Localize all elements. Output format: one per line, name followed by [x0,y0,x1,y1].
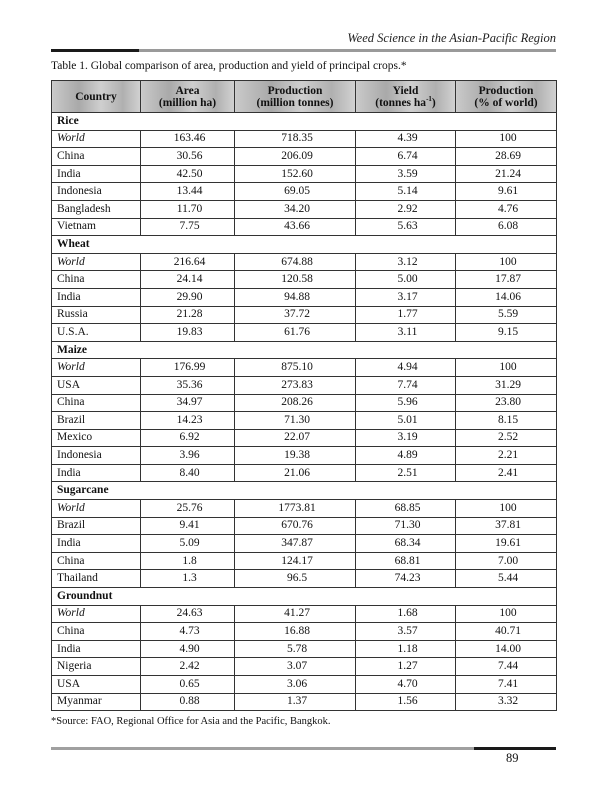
share-cell: 9.61 [456,183,557,201]
area-cell: 1.3 [141,570,235,588]
table-row [52,447,557,465]
table-row [52,658,557,676]
area-cell: 1.8 [141,552,235,570]
section-label: Groundnut [52,588,557,606]
country-cell: Mexico [52,429,141,447]
table-row [52,517,557,535]
production-cell: 22.07 [235,429,356,447]
area-cell: 176.99 [141,359,235,377]
table-row [52,306,557,324]
share-cell: 2.21 [456,447,557,465]
production-cell: 5.78 [235,640,356,658]
production-cell: 43.66 [235,218,356,236]
production-cell: 96.5 [235,570,356,588]
production-cell: 19.38 [235,447,356,465]
page-number: 89 [506,751,519,765]
yield-cell: 71.30 [356,517,456,535]
area-cell: 7.75 [141,218,235,236]
share-cell: 2.41 [456,464,557,482]
country-cell: China [52,623,141,641]
production-cell: 347.87 [235,535,356,553]
share-cell: 9.15 [456,324,557,342]
table-row [52,148,557,166]
source-note: *Source: FAO, Regional Office for Asia and the Pacific, Bangkok. [51,716,331,727]
country-cell: Myanmar [52,693,141,711]
country-cell: India [52,288,141,306]
country-cell: Brazil [52,517,141,535]
production-cell: 37.72 [235,306,356,324]
production-cell: 208.26 [235,394,356,412]
table-row [52,623,557,641]
table-row [52,570,557,588]
area-cell: 2.42 [141,658,235,676]
country-cell: India [52,165,141,183]
table-row [52,359,557,377]
table-row [52,271,557,289]
production-cell: 206.09 [235,148,356,166]
share-cell: 5.59 [456,306,557,324]
share-cell: 4.76 [456,200,557,218]
area-cell: 24.14 [141,271,235,289]
share-cell: 100 [456,130,557,148]
area-cell: 21.28 [141,306,235,324]
area-cell: 0.88 [141,693,235,711]
section-label: Maize [52,341,557,359]
share-cell: 2.52 [456,429,557,447]
bottom-rule [51,747,556,750]
country-cell: USA [52,676,141,694]
production-cell: 718.35 [235,130,356,148]
yield-cell: 5.63 [356,218,456,236]
country-cell: Russia [52,306,141,324]
section-row [52,341,557,359]
area-cell: 25.76 [141,500,235,518]
header-production [235,81,356,113]
country-cell: India [52,535,141,553]
table-body [52,113,557,711]
yield-cell: 68.34 [356,535,456,553]
production-cell: 41.27 [235,605,356,623]
top-rule [51,49,556,52]
share-cell: 100 [456,500,557,518]
header-row [52,81,557,113]
share-cell: 7.44 [456,658,557,676]
country-cell: World [52,359,141,377]
area-cell: 163.46 [141,130,235,148]
area-cell: 24.63 [141,605,235,623]
country-cell: Thailand [52,570,141,588]
crops-table [51,80,557,711]
production-cell: 3.07 [235,658,356,676]
area-cell: 9.41 [141,517,235,535]
header-area-line2: (million ha) [158,96,217,109]
country-cell: USA [52,376,141,394]
country-cell: Indonesia [52,183,141,201]
yield-cell: 3.57 [356,623,456,641]
table-row [52,324,557,342]
production-cell: 674.88 [235,253,356,271]
share-cell: 6.08 [456,218,557,236]
area-cell: 4.90 [141,640,235,658]
country-cell: China [52,271,141,289]
yield-cell: 3.19 [356,429,456,447]
table-row [52,412,557,430]
section-row [52,236,557,254]
table-row [52,130,557,148]
production-cell: 1.37 [235,693,356,711]
table-row [52,394,557,412]
country-cell: China [52,394,141,412]
area-cell: 11.70 [141,200,235,218]
yield-cell: 68.81 [356,552,456,570]
area-cell: 35.36 [141,376,235,394]
running-head: Weed Science in the Asian-Pacific Region [347,31,556,45]
country-cell: India [52,640,141,658]
yield-cell: 2.51 [356,464,456,482]
yield-cell: 4.39 [356,130,456,148]
production-cell: 120.58 [235,271,356,289]
yield-cell: 3.12 [356,253,456,271]
table-row [52,500,557,518]
share-cell: 19.61 [456,535,557,553]
country-cell: U.S.A. [52,324,141,342]
country-cell: Indonesia [52,447,141,465]
yield-cell: 5.01 [356,412,456,430]
production-cell: 875.10 [235,359,356,377]
table-row [52,552,557,570]
share-cell: 5.44 [456,570,557,588]
production-cell: 21.06 [235,464,356,482]
share-cell: 3.32 [456,693,557,711]
yield-cell: 5.96 [356,394,456,412]
section-label: Sugarcane [52,482,557,500]
header-yield [356,81,456,113]
production-cell: 3.06 [235,676,356,694]
header-share [456,81,557,113]
area-cell: 42.50 [141,165,235,183]
header-yield-superscript: -1 [426,94,432,103]
share-cell: 100 [456,253,557,271]
yield-cell: 3.17 [356,288,456,306]
share-cell: 14.06 [456,288,557,306]
header-share-line1: Production [478,84,534,97]
table-row [52,165,557,183]
header-country-label: Country [75,90,117,103]
area-cell: 5.09 [141,535,235,553]
share-cell: 37.81 [456,517,557,535]
country-cell: Nigeria [52,658,141,676]
table-row [52,535,557,553]
country-cell: World [52,253,141,271]
area-cell: 6.92 [141,429,235,447]
country-cell: Brazil [52,412,141,430]
area-cell: 216.64 [141,253,235,271]
share-cell: 7.00 [456,552,557,570]
header-area-line1: Area [175,84,200,97]
share-cell: 8.15 [456,412,557,430]
production-cell: 1773.81 [235,500,356,518]
area-cell: 13.44 [141,183,235,201]
area-cell: 34.97 [141,394,235,412]
yield-cell: 68.85 [356,500,456,518]
yield-cell: 1.68 [356,605,456,623]
section-row [52,482,557,500]
share-cell: 28.69 [456,148,557,166]
country-cell: World [52,130,141,148]
yield-cell: 3.11 [356,324,456,342]
header-production-line2: (million tonnes) [256,96,334,109]
yield-cell: 2.92 [356,200,456,218]
area-cell: 29.90 [141,288,235,306]
table-row [52,640,557,658]
share-cell: 40.71 [456,623,557,641]
country-cell: Bangladesh [52,200,141,218]
section-row [52,113,557,131]
header-area [141,81,235,113]
share-cell: 100 [456,605,557,623]
share-cell: 17.87 [456,271,557,289]
header-share-line2: (% of world) [474,96,538,109]
table-row [52,253,557,271]
table-row [52,429,557,447]
yield-cell: 4.89 [356,447,456,465]
country-cell: Vietnam [52,218,141,236]
production-cell: 69.05 [235,183,356,201]
table-header [52,81,557,113]
table-row [52,200,557,218]
production-cell: 34.20 [235,200,356,218]
header-country [52,81,141,113]
area-cell: 4.73 [141,623,235,641]
country-cell: India [52,464,141,482]
yield-cell: 7.74 [356,376,456,394]
yield-cell: 1.27 [356,658,456,676]
yield-cell: 4.70 [356,676,456,694]
header-yield-line1: Yield [392,84,419,97]
yield-cell: 1.18 [356,640,456,658]
production-cell: 273.83 [235,376,356,394]
table-row [52,183,557,201]
header-yield-line2-close: ) [431,96,436,109]
table-row [52,676,557,694]
share-cell: 14.00 [456,640,557,658]
production-cell: 124.17 [235,552,356,570]
production-cell: 61.76 [235,324,356,342]
production-cell: 94.88 [235,288,356,306]
yield-cell: 5.14 [356,183,456,201]
production-cell: 670.76 [235,517,356,535]
share-cell: 7.41 [456,676,557,694]
area-cell: 30.56 [141,148,235,166]
header-production-line1: Production [267,84,323,97]
share-cell: 23.80 [456,394,557,412]
yield-cell: 74.23 [356,570,456,588]
country-cell: World [52,500,141,518]
production-cell: 16.88 [235,623,356,641]
yield-cell: 3.59 [356,165,456,183]
production-cell: 71.30 [235,412,356,430]
country-cell: World [52,605,141,623]
table-caption: Table 1. Global comparison of area, production and yield of principal crops.* [51,60,407,72]
section-row [52,588,557,606]
section-label: Rice [52,113,557,131]
yield-cell: 5.00 [356,271,456,289]
yield-cell: 4.94 [356,359,456,377]
table-row [52,376,557,394]
area-cell: 14.23 [141,412,235,430]
area-cell: 0.65 [141,676,235,694]
share-cell: 21.24 [456,165,557,183]
area-cell: 3.96 [141,447,235,465]
table-row [52,464,557,482]
area-cell: 8.40 [141,464,235,482]
country-cell: China [52,552,141,570]
country-cell: China [52,148,141,166]
yield-cell: 1.77 [356,306,456,324]
production-cell: 152.60 [235,165,356,183]
share-cell: 31.29 [456,376,557,394]
table-row [52,693,557,711]
yield-cell: 1.56 [356,693,456,711]
section-label: Wheat [52,236,557,254]
table-row [52,605,557,623]
header-yield-line2: (tonnes ha [375,96,427,109]
area-cell: 19.83 [141,324,235,342]
table-row [52,218,557,236]
table-row [52,288,557,306]
share-cell: 100 [456,359,557,377]
yield-cell: 6.74 [356,148,456,166]
